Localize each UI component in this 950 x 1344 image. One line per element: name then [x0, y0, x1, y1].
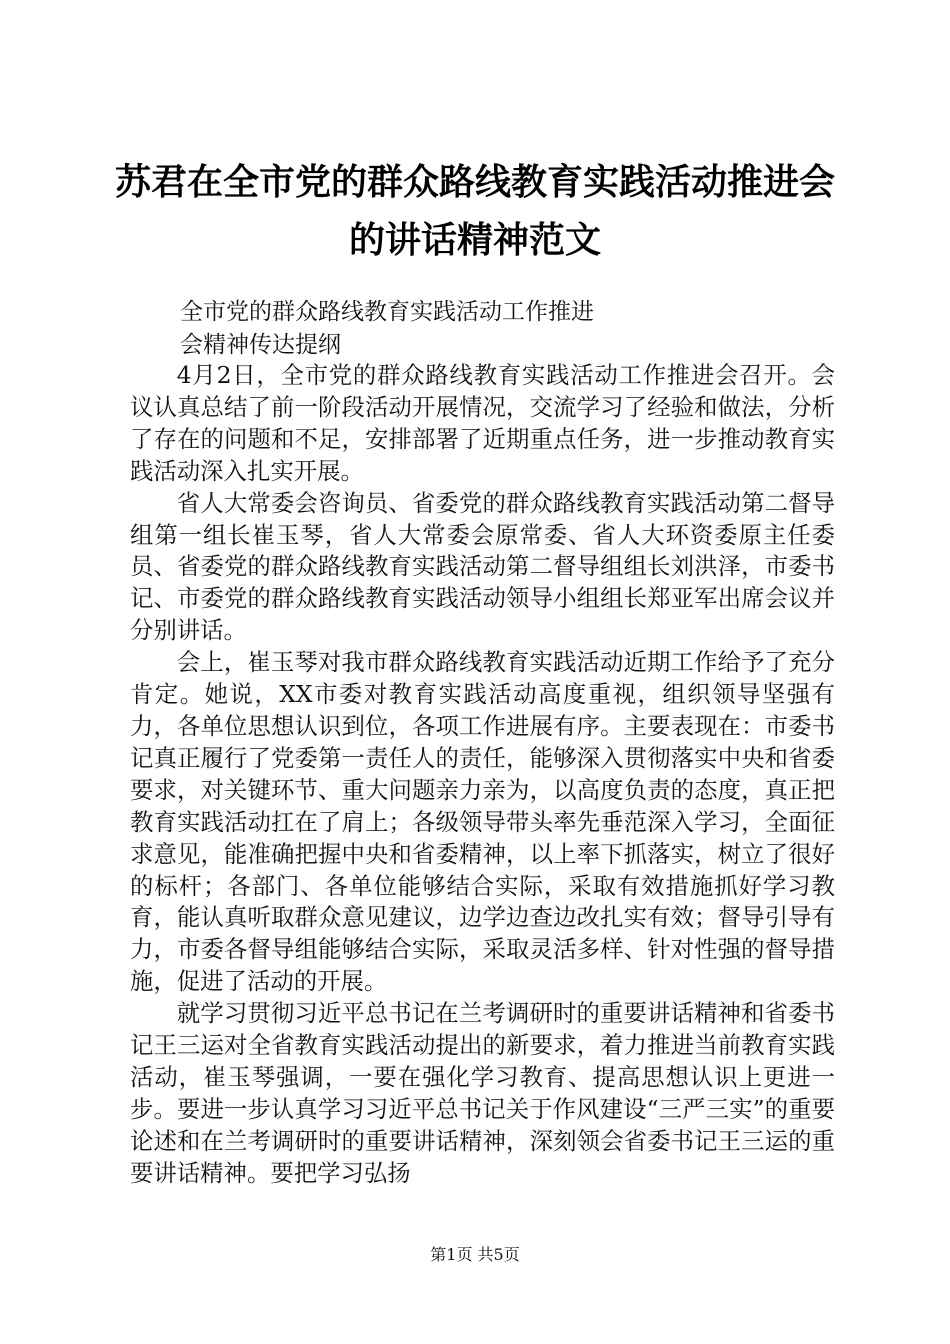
document-title-line-1: 苏君在全市党的群众路线教育实践活动推进会: [114, 162, 835, 203]
paragraph-1: 4月2日，全市党的群众路线教育实践活动工作推进会召开。会议认真总结了前一阶段活动开展情况，交流学习了经验和做法，分析了存在的问题和不足，安排部署了近期重点任务，进一步推动教育实践活动深入扎实开展。: [130, 361, 835, 485]
subheading-line-2: 会精神传达提纲: [180, 332, 341, 358]
paragraph-2: 省人大常委会咨询员、省委党的群众路线教育实践活动第二督导组第一组长崔玉琴，省人大常委会原常委、省人大环资委原主任委员、省委党的群众路线教育实践活动第二督导组组长刘洪泽，市委书记、市委党的群众路线教育实践活动领导小组组长郑亚军出席会议并分别讲话。: [130, 488, 835, 645]
paragraph-4: 就学习贯彻习近平总书记在兰考调研时的重要讲话精神和省委书记王三运对全省教育实践活动提出的新要求，着力推进当前教育实践活动，崔玉琴强调，一要在强化学习教育、提高思想认识上更进一步。要进一步认真学习习近平总书记关于作风建设“三严三实”的重要论述和在兰考调研时的重要讲话精神，深刻领会省委书记王三运的重要讲话精神。要把学习弘扬: [130, 999, 835, 1187]
document-title-line-2: 的讲话精神范文: [348, 220, 601, 261]
page-footer: 第1页 共5页: [430, 1245, 520, 1264]
document-body: [130, 360, 835, 1190]
paragraph-3: 会上，崔玉琴对我市群众路线教育实践活动近期工作给予了充分肯定。她说，XX市委对教育实践活动高度重视，组织领导坚强有力，各单位思想认识到位，各项工作进展有序。主要表现在：市委书记真正履行了党委第一责任人的责任，能够深入贯彻落实中央和省委要求，对关键环节、重大问题亲力亲为，以高度负责的态度，真正把教育实践活动扛在了肩上；各级领导带头率先垂范深入学习，全面征求意见，能准确把握中央和省委精神，以上率下抓落实，树立了很好的标杆；各部门、各单位能够结合实际，采取有效措施抓好学习教育，能认真听取群众意见建议，边学边查边改扎实有效；督导引导有力，市委各督导组能够结合实际，采取灵活多样、针对性强的督导措施，促进了活动的开展。: [130, 648, 835, 996]
subheading-line-1: 全市党的群众路线教育实践活动工作推进: [180, 299, 594, 325]
